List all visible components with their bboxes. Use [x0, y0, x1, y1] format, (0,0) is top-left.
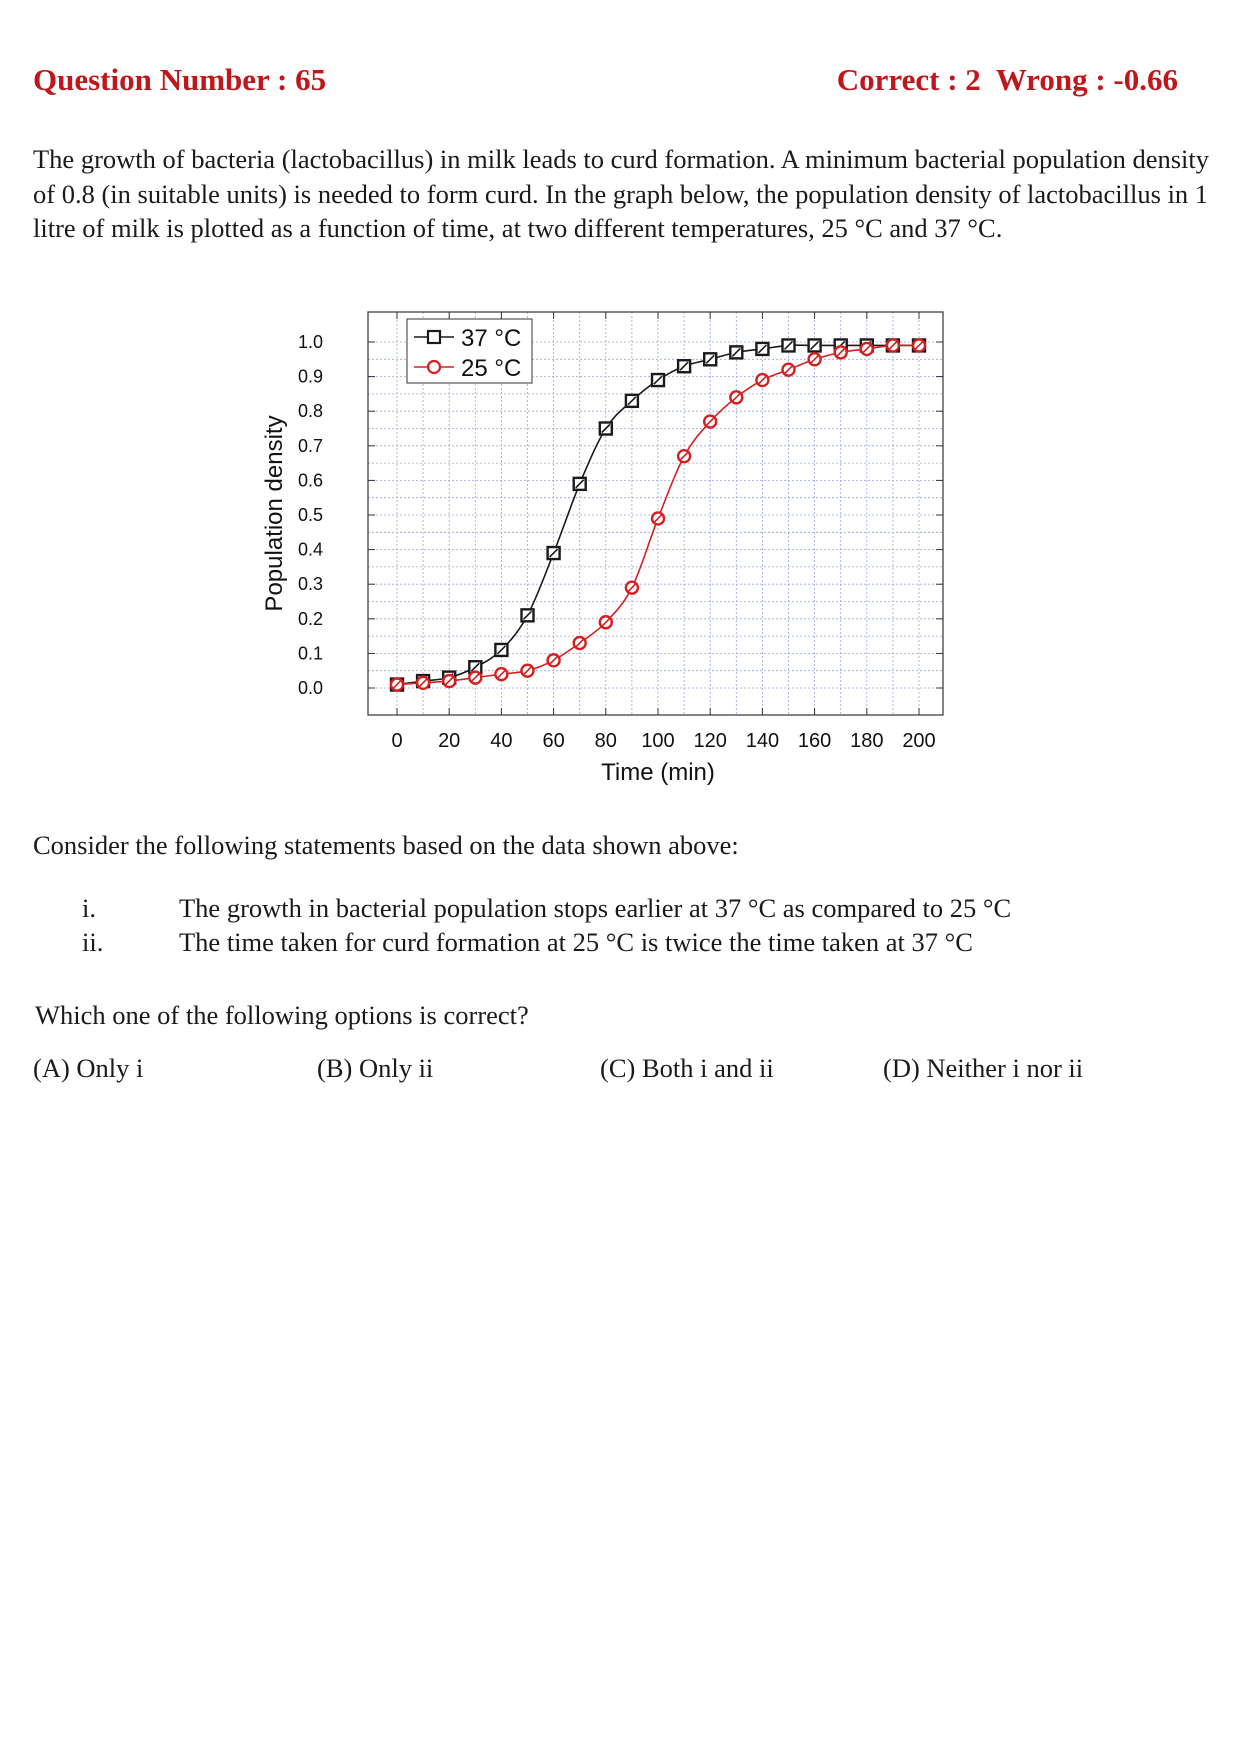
y-tick-label: 0.6 [297, 470, 323, 491]
consider-text: Consider the following statements based on the data shown above: [33, 830, 739, 860]
statement-number: ii. [82, 927, 104, 957]
option-a[interactable]: (A) Only i [33, 1053, 144, 1083]
y-tick-label: 0.9 [297, 366, 323, 387]
option-c[interactable]: (C) Both i and ii [600, 1053, 774, 1083]
option-d[interactable]: (D) Neither i nor ii [883, 1053, 1084, 1083]
y-tick-label: 0.1 [297, 643, 323, 664]
statement-number: i. [82, 893, 96, 923]
y-tick-label: 0.7 [297, 435, 323, 456]
x-tick-label: 100 [641, 730, 675, 752]
x-tick-label: 120 [693, 730, 727, 752]
statement-text: The time taken for curd formation at 25 °C is twice the time taken at 37 °C [179, 927, 973, 957]
legend-label: 25 °C [461, 355, 522, 382]
question-prompt: Which one of the following options is correct? [35, 1000, 529, 1030]
x-tick-label: 40 [490, 730, 513, 752]
y-tick-label: 0.3 [297, 574, 323, 595]
x-tick-label: 0 [391, 730, 403, 752]
population-density-chart [261, 300, 970, 800]
question-intro: The growth of bacteria (lactobacillus) in milk leads to curd formation. A minimum bacterial population density of 0.8 (in suitable units) is needed to form curd. In the graph below, the population density of lactobacillus in 1 litre of milk is plotted as a function of time, at two different temperatures, 25 °C and 37 °C. [33, 144, 1210, 243]
x-tick-label: 160 [797, 730, 832, 752]
legend-marker-square [428, 331, 440, 343]
y-tick-label: 0.2 [297, 608, 323, 629]
y-axis-label: Population density [261, 415, 288, 612]
statement-text: The growth in bacterial population stops earlier at 37 °C as compared to 25 °C [179, 893, 1012, 923]
legend-label: 37 °C [461, 325, 522, 352]
x-tick-label: 180 [850, 730, 884, 752]
legend-marker-circle [428, 361, 440, 373]
x-tick-label: 80 [594, 730, 617, 752]
chart-svg [261, 300, 970, 800]
marks-info: Correct : 2 Wrong : -0.66 [836, 62, 1178, 97]
y-tick-label: 1.0 [297, 332, 323, 352]
question-header [33, 62, 1178, 102]
x-tick-label: 60 [542, 730, 565, 752]
x-axis-label: Time (min) [601, 759, 715, 786]
x-tick-label: 200 [902, 730, 936, 752]
x-tick-label: 140 [745, 730, 780, 752]
option-b[interactable]: (B) Only ii [317, 1053, 434, 1083]
x-tick-label: 20 [438, 730, 461, 752]
y-tick-label: 0.5 [297, 505, 323, 525]
y-tick-label: 0.4 [297, 539, 323, 560]
y-tick-label: 0.8 [297, 401, 323, 422]
y-tick-label: 0.0 [297, 678, 323, 698]
question-number: Question Number : 65 [33, 62, 327, 97]
